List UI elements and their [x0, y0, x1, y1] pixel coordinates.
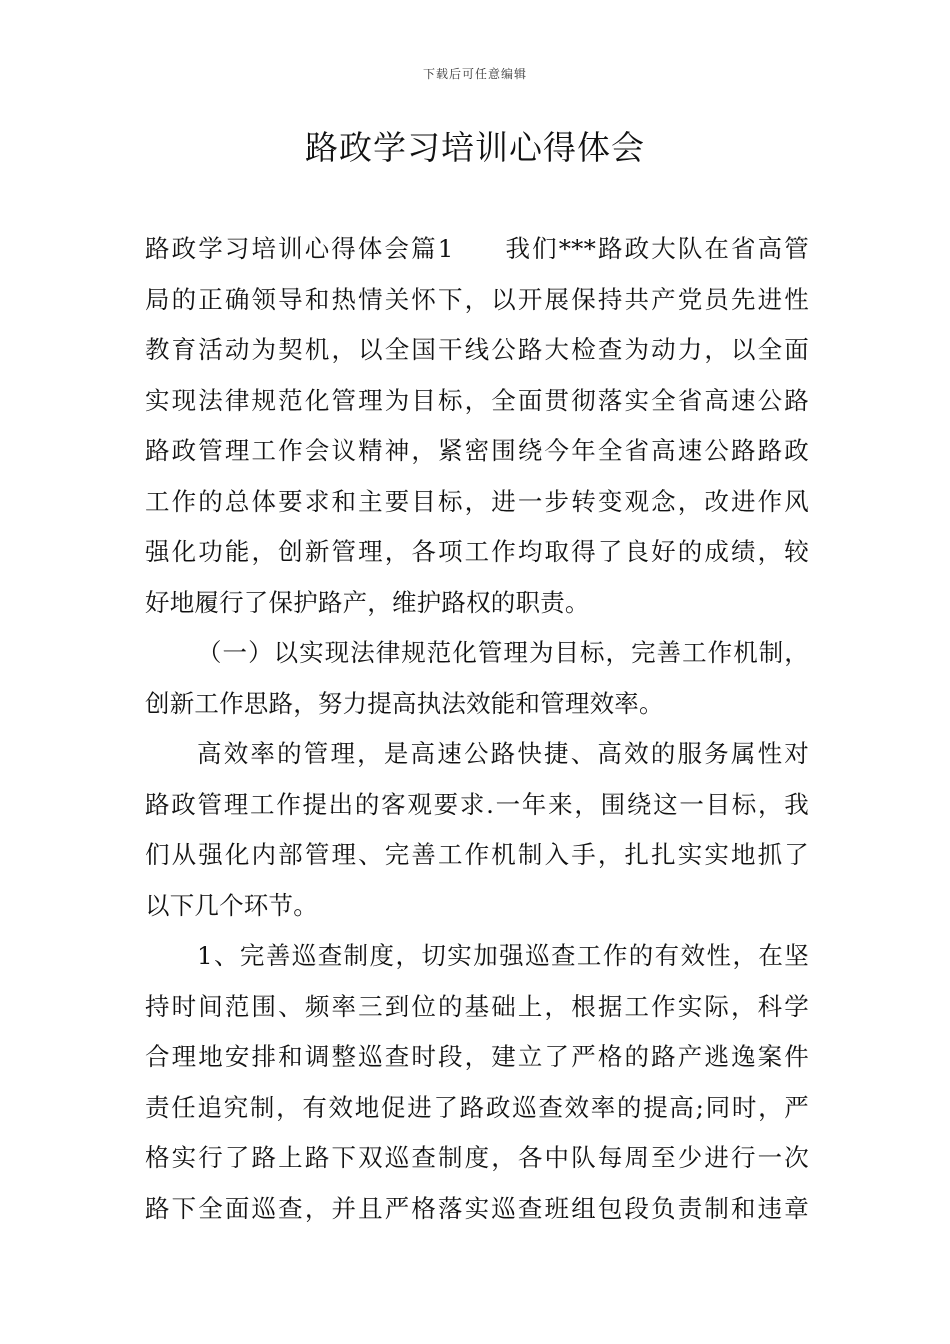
- body-line: 1、完善巡查制度，切实加强巡查工作的有效性，在坚: [197, 941, 809, 970]
- document-title: 路政学习培训心得体会: [305, 128, 645, 167]
- body-line: 路政管理工作会议精神，紧密围绕今年全省高速公路路政: [145, 436, 809, 465]
- body-line: 责任追究制，有效地促进了路政巡查效率的提高;同时，严: [145, 1092, 809, 1122]
- body-line: 持时间范围、频率三到位的基础上，根据工作实际，科学: [145, 991, 809, 1021]
- header-note: 下载后可任意编辑: [422, 67, 527, 81]
- body-line: 合理地安排和调整巡查时段，建立了严格的路产逃逸案件: [145, 1042, 809, 1071]
- body-line: 们从强化内部管理、完善工作机制入手，扎扎实实地抓了: [145, 840, 809, 869]
- document-body: [145, 224, 809, 1234]
- body-line: 创新工作思路，努力提高执法效能和管理效率。: [145, 688, 664, 718]
- body-line: 实现法律规范化管理为目标，全面贯彻落实全省高速公路: [145, 385, 809, 415]
- body-line: 高效率的管理，是高速公路快捷、高效的服务属性对: [197, 739, 809, 768]
- body-line-text: 我们***路政大队在省高管: [503, 234, 809, 263]
- body-line: 强化功能，创新管理，各项工作均取得了良好的成绩，较: [145, 537, 809, 566]
- body-line: 局的正确领导和热情关怀下，以开展保持共产党员先进性: [145, 284, 809, 314]
- body-line: [145, 224, 809, 275]
- body-line: 好地履行了保护路产，维护路权的职责。: [145, 587, 590, 617]
- body-line: 以下几个环节。: [145, 890, 318, 920]
- article-heading: 路政学习培训心得体会篇1: [145, 234, 454, 263]
- body-line: 教育活动为契机，以全国干线公路大检查为动力，以全面: [145, 335, 809, 364]
- body-line: 格实行了路上路下双巡查制度，各中队每周至少进行一次: [145, 1143, 809, 1172]
- body-line: 路下全面巡查，并且严格落实巡查班组包段负责制和违章: [145, 1193, 809, 1223]
- body-line: 工作的总体要求和主要目标，进一步转变观念，改进作风: [145, 486, 809, 516]
- body-line: 路政管理工作提出的客观要求.一年来，围绕这一目标，我: [145, 789, 809, 819]
- body-line: （一）以实现法律规范化管理为目标，完善工作机制，: [197, 638, 809, 667]
